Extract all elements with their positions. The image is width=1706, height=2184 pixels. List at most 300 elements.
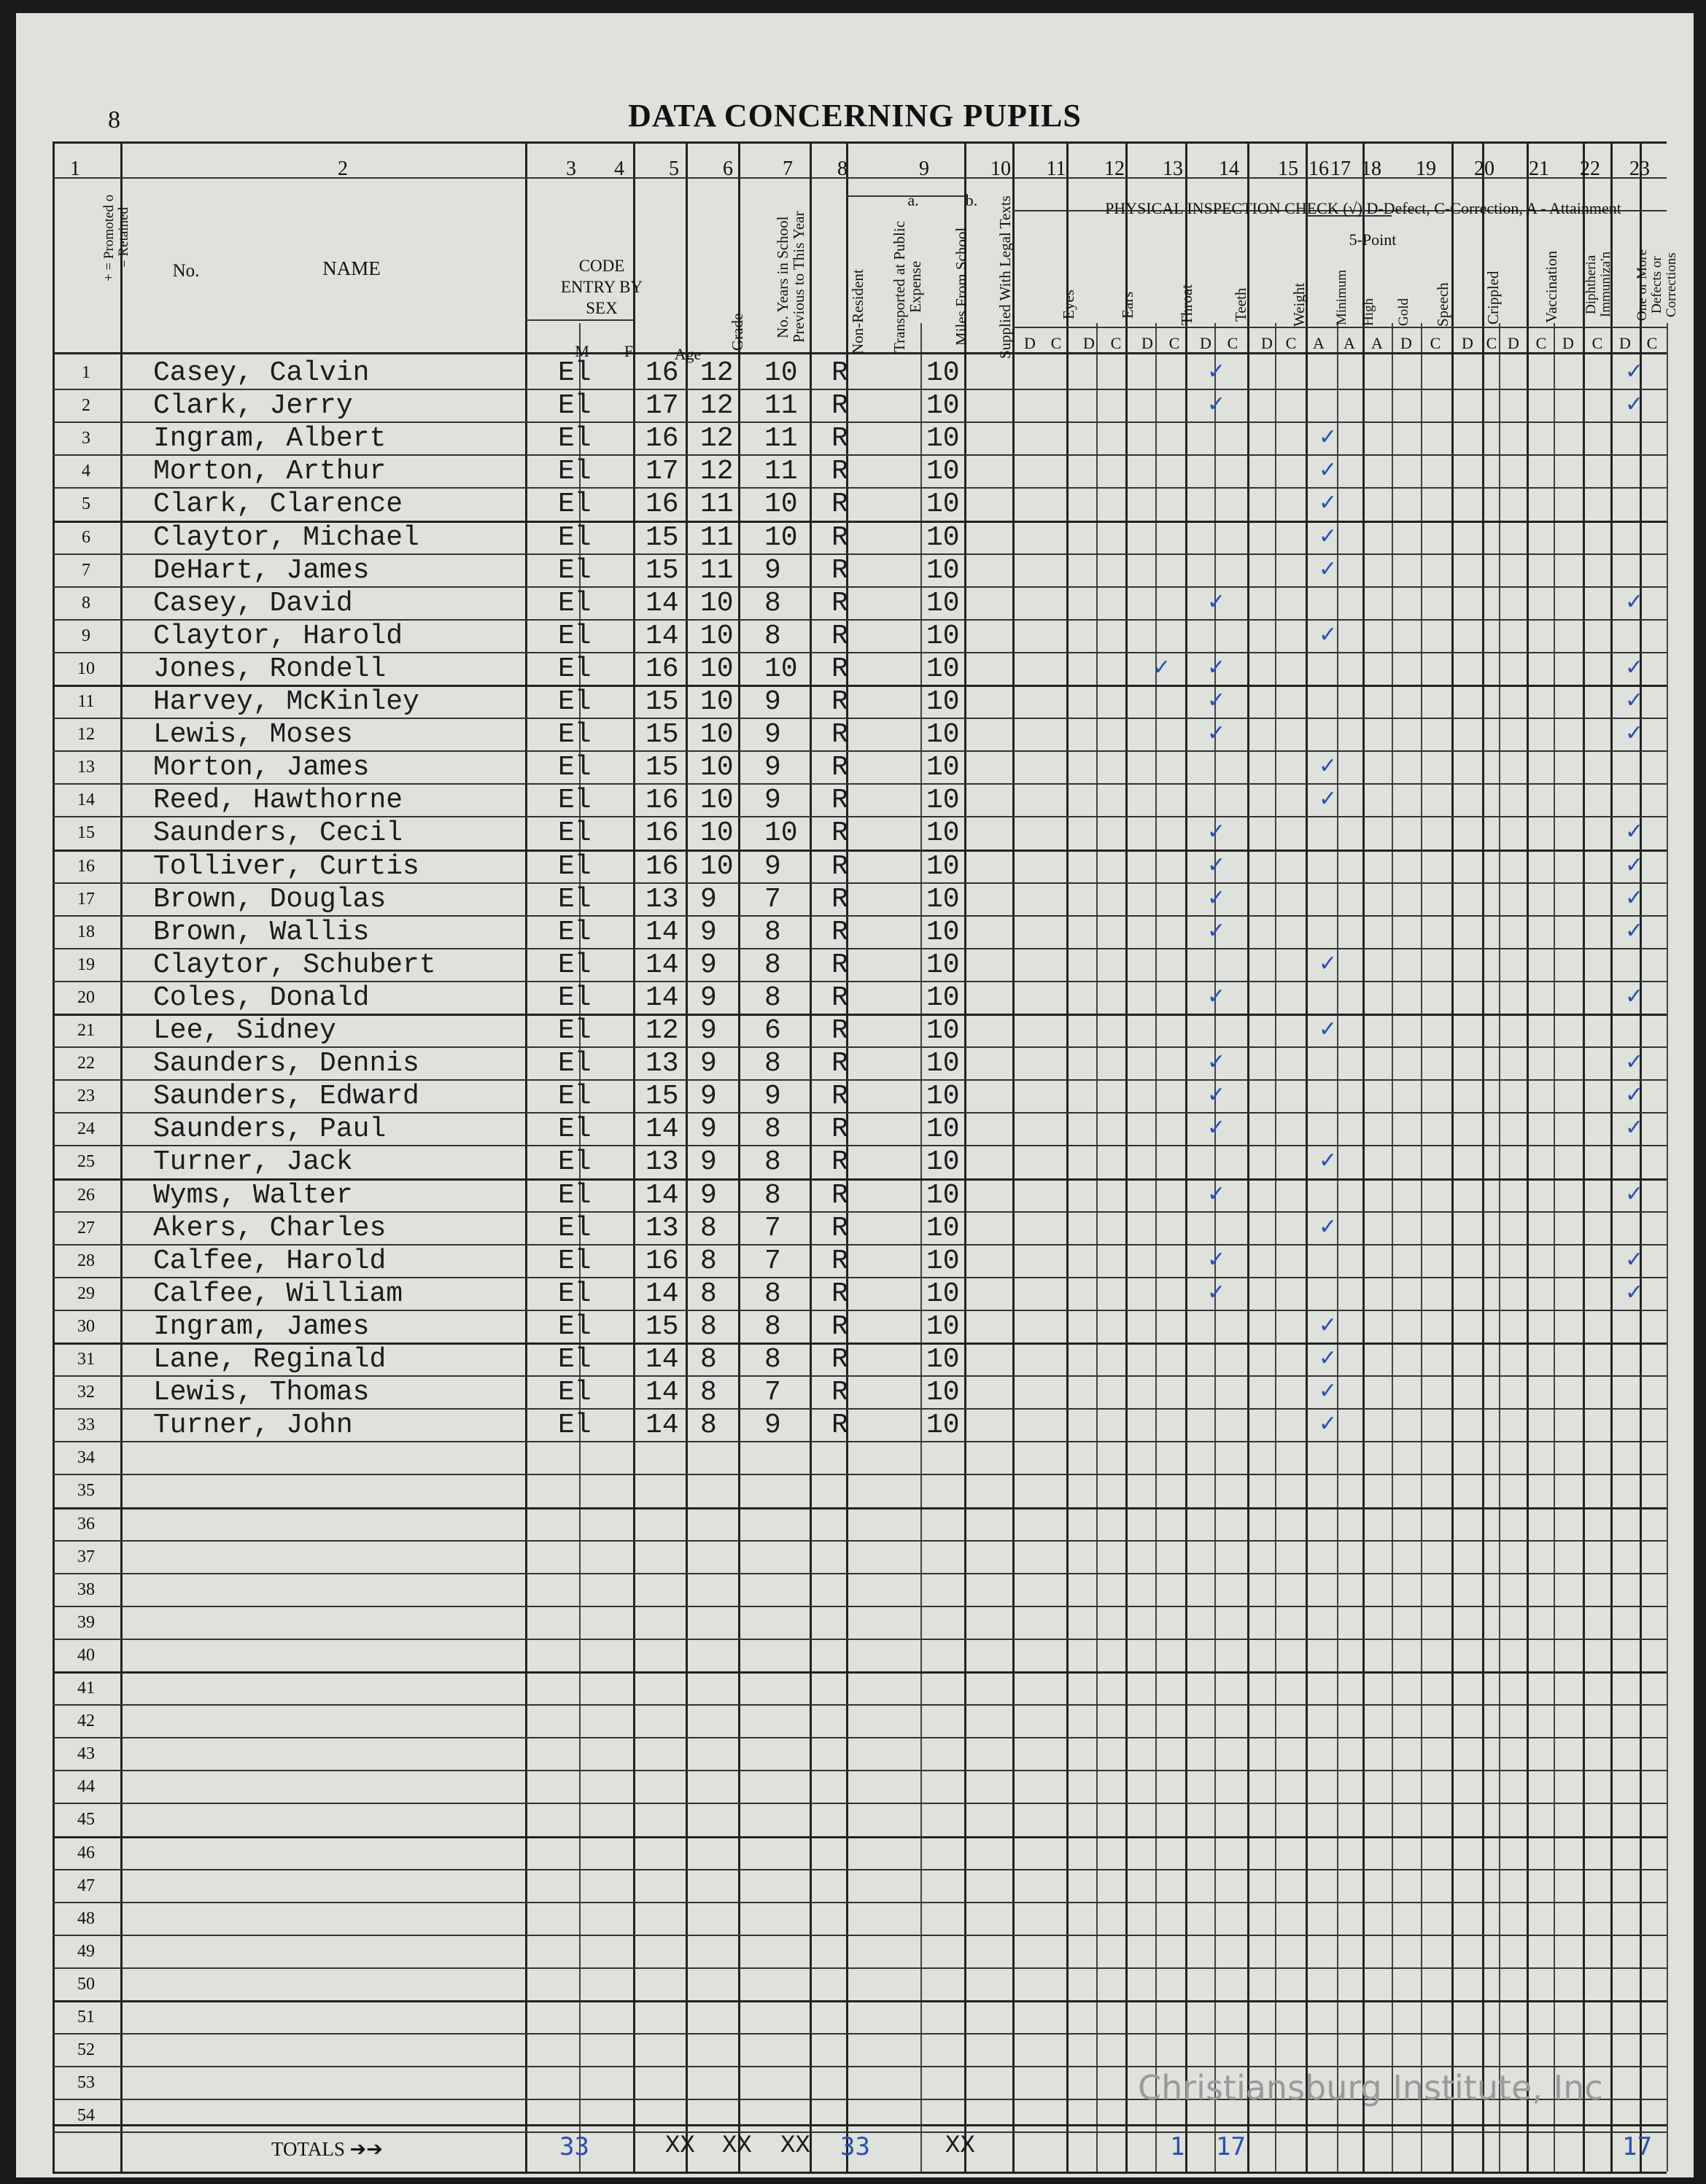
- teeth-check: ✓: [1207, 720, 1226, 746]
- row-number: 48: [77, 1909, 95, 1928]
- non-resident: R: [831, 817, 848, 849]
- age: 13: [645, 1213, 679, 1244]
- non-resident: R: [831, 522, 848, 553]
- grade: 8: [700, 1213, 717, 1244]
- throat-check: ✓: [1152, 655, 1171, 680]
- grade: 12: [700, 357, 734, 389]
- defects-check: ✓: [1625, 885, 1644, 911]
- grid-horizontal-line: [53, 141, 1667, 144]
- code-entry: El: [558, 884, 592, 915]
- pupil-name: Calfee, William: [153, 1278, 403, 1310]
- non-resident: R: [831, 917, 848, 948]
- minimum-check: ✓: [1319, 424, 1338, 450]
- grade: 11: [700, 489, 734, 520]
- dc-label: D: [1141, 334, 1153, 352]
- miles: 10: [926, 719, 960, 750]
- row-number: 28: [77, 1251, 95, 1270]
- grid-horizontal-line: [53, 2033, 1667, 2035]
- pupil-name: Clark, Jerry: [153, 390, 353, 421]
- grid-vertical-line: [1421, 323, 1422, 2172]
- years-in-school: 11: [764, 456, 798, 487]
- dc-label: D: [1400, 334, 1412, 352]
- non-resident: R: [831, 1146, 848, 1178]
- row-number: 21: [77, 1021, 95, 1040]
- grid-vertical-line: [1451, 141, 1454, 2172]
- miles: 10: [926, 851, 960, 882]
- page-number: 8: [108, 106, 120, 133]
- pupil-name: Brown, Douglas: [153, 884, 387, 915]
- totals-nonresident: 33: [840, 2132, 870, 2161]
- non-resident: R: [831, 456, 848, 487]
- grid-horizontal-line: [53, 1869, 1667, 1870]
- minimum-check: ✓: [1319, 753, 1338, 779]
- teeth-header: Teeth: [1232, 287, 1249, 322]
- pupil-name: Reed, Hawthorne: [153, 785, 403, 816]
- row-number: 19: [77, 955, 95, 974]
- age: 14: [645, 1410, 679, 1441]
- row-number: 39: [77, 1613, 95, 1632]
- miles: 10: [926, 1213, 960, 1244]
- row-number: 15: [77, 823, 95, 842]
- row-number: 34: [77, 1448, 95, 1467]
- years-in-school: 8: [764, 982, 781, 1014]
- code-entry: El: [558, 785, 592, 816]
- grid-vertical-line: [1275, 323, 1276, 2172]
- row-number: 13: [77, 758, 95, 777]
- miles: 10: [926, 1311, 960, 1342]
- years-in-school: 7: [764, 1213, 781, 1244]
- female-header: F: [624, 342, 634, 360]
- totals-miles: XX: [945, 2132, 975, 2160]
- minimum-check: ✓: [1319, 622, 1338, 648]
- age: 16: [645, 357, 679, 389]
- age: 14: [645, 1114, 679, 1145]
- row-number: 35: [77, 1481, 95, 1500]
- miles: 10: [926, 653, 960, 685]
- age: 16: [645, 1245, 679, 1277]
- non-resident: R: [831, 719, 848, 750]
- pupil-name: Brown, Wallis: [153, 917, 370, 948]
- row-number: 37: [77, 1547, 95, 1566]
- pupil-name: Clark, Clarence: [153, 489, 403, 520]
- totals-years: XX: [780, 2132, 810, 2160]
- defects-check: ✓: [1625, 1049, 1644, 1075]
- teeth-check: ✓: [1207, 984, 1226, 1009]
- grade: 12: [700, 423, 734, 454]
- miles: 10: [926, 686, 960, 718]
- non-resident: R: [831, 1245, 848, 1277]
- code-entry: El: [558, 1114, 592, 1145]
- totals-code: 33: [559, 2132, 589, 2161]
- physical-inspection-header: PHYSICAL INSPECTION CHECK (√) D-Defect, C-Correction, A - Attainment: [1105, 199, 1621, 217]
- minimum-check: ✓: [1319, 457, 1338, 483]
- age: 16: [645, 423, 679, 454]
- totals-grade: XX: [722, 2132, 752, 2160]
- column-number: 5: [669, 158, 679, 180]
- diphtheria-header: Diphtheria Immuniza'n: [1583, 252, 1613, 318]
- row-number: 52: [77, 2040, 95, 2059]
- grade: 9: [700, 1146, 717, 1178]
- row-number: 11: [77, 692, 95, 711]
- miles: 10: [926, 522, 960, 553]
- years-in-school: 7: [764, 1377, 781, 1408]
- dc-label: C: [1646, 334, 1658, 352]
- pupil-name: Saunders, Dennis: [153, 1048, 419, 1079]
- weight-header: Weight: [1290, 282, 1308, 327]
- high-header: High: [1361, 298, 1376, 326]
- row-number: 41: [77, 1679, 95, 1698]
- grid-vertical-line: [1185, 141, 1187, 2172]
- row-number: 22: [77, 1054, 95, 1073]
- pupil-name: Tolliver, Curtis: [153, 851, 419, 882]
- years-in-school: 11: [764, 423, 798, 454]
- pupil-name: Claytor, Harold: [153, 621, 403, 652]
- grid-horizontal-line: [53, 1704, 1667, 1706]
- grade: 10: [700, 686, 734, 718]
- row-number: 36: [77, 1515, 95, 1534]
- age: 15: [645, 555, 679, 586]
- row-number: 50: [77, 1975, 95, 1994]
- code-entry: El: [558, 390, 592, 421]
- dc-label: D: [1024, 334, 1036, 352]
- row-number: 47: [77, 1876, 95, 1895]
- grid-horizontal-line: [53, 1935, 1667, 1936]
- column-number: 1: [70, 158, 80, 180]
- code-entry: El: [558, 1213, 592, 1244]
- column-number: 4: [614, 158, 624, 180]
- defects-check: ✓: [1625, 1181, 1644, 1207]
- grid-vertical-line: [738, 141, 740, 2172]
- minimum-check: ✓: [1319, 1214, 1338, 1240]
- grid-horizontal-line: [53, 1507, 1667, 1509]
- defects-check: ✓: [1625, 984, 1644, 1009]
- teeth-check: ✓: [1207, 885, 1226, 911]
- code-entry: El: [558, 982, 592, 1014]
- years-in-school: 8: [764, 1180, 781, 1211]
- miles: 10: [926, 817, 960, 849]
- non-resident: R: [831, 752, 848, 783]
- pupil-name: Lewis, Thomas: [153, 1377, 370, 1408]
- crippled-header: Crippled: [1484, 271, 1502, 325]
- minimum-check: ✓: [1319, 556, 1338, 582]
- non-resident: R: [831, 588, 848, 619]
- non-resident: R: [831, 555, 848, 586]
- minimum-check: ✓: [1319, 490, 1338, 516]
- years-in-school: 8: [764, 621, 781, 652]
- column-number: 14: [1219, 158, 1239, 180]
- row-number: 17: [77, 890, 95, 909]
- non-resident: R: [831, 357, 848, 389]
- row-number: 14: [77, 790, 95, 809]
- age: 15: [645, 752, 679, 783]
- speech-header: Speech: [1434, 282, 1451, 327]
- grade: 9: [700, 982, 717, 1014]
- code-entry: El: [558, 1146, 592, 1178]
- row-number: 23: [77, 1087, 95, 1105]
- legal-texts-header: Supplied With Legal Texts: [996, 195, 1014, 360]
- years-in-school: 8: [764, 1344, 781, 1375]
- dc-label: D: [1200, 334, 1211, 352]
- dc-label: C: [1285, 334, 1297, 352]
- miles: 10: [926, 1245, 960, 1277]
- row-number: 32: [77, 1383, 95, 1402]
- column-number: 3: [566, 158, 576, 180]
- row-number: 44: [77, 1777, 95, 1796]
- years-in-school: 8: [764, 1278, 781, 1310]
- miles: 10: [926, 423, 960, 454]
- non-resident: R: [831, 1278, 848, 1310]
- pupil-name: Morton, Arthur: [153, 456, 387, 487]
- teeth-check: ✓: [1207, 359, 1226, 384]
- grade: 8: [700, 1245, 717, 1277]
- non-resident: R: [831, 1048, 848, 1079]
- grade: 8: [700, 1278, 717, 1310]
- grade: 11: [700, 555, 734, 586]
- row-number: 38: [77, 1580, 95, 1599]
- column-number: 7: [783, 158, 793, 180]
- grid-vertical-line: [1066, 141, 1069, 2172]
- age: 15: [645, 522, 679, 553]
- grid-vertical-line: [1499, 323, 1500, 2172]
- years-in-school: 9: [764, 1081, 781, 1112]
- code-entry: El: [558, 423, 592, 454]
- teeth-check: ✓: [1207, 392, 1226, 417]
- defects-check: ✓: [1625, 852, 1644, 878]
- row-number: 12: [77, 725, 95, 744]
- years-in-school: 10: [764, 489, 798, 520]
- grid-horizontal-line: [53, 2000, 1667, 2002]
- code-entry: El: [558, 456, 592, 487]
- minimum-check: ✓: [1319, 1148, 1338, 1173]
- age: 14: [645, 917, 679, 948]
- row-number: 27: [77, 1219, 95, 1237]
- dc-label: D: [1462, 334, 1473, 352]
- years-in-school: 8: [764, 588, 781, 619]
- age: 14: [645, 949, 679, 981]
- non-resident: R: [831, 1344, 848, 1375]
- grade: 8: [700, 1311, 717, 1342]
- grid-vertical-line: [1527, 141, 1529, 2172]
- row-number: 33: [77, 1415, 95, 1434]
- grade: 9: [700, 1048, 717, 1079]
- code-entry: El: [558, 1180, 592, 1211]
- throat-header: Throat: [1178, 284, 1195, 325]
- code-entry: El: [558, 522, 592, 553]
- grid-horizontal-line: [53, 1606, 1667, 1607]
- grade: 10: [700, 719, 734, 750]
- grid-horizontal-line: [53, 1671, 1667, 1674]
- defects-check: ✓: [1625, 819, 1644, 844]
- non-resident: R: [831, 785, 848, 816]
- dc-label: C: [1591, 334, 1603, 352]
- miles: 10: [926, 949, 960, 981]
- grid-vertical-line: [686, 141, 688, 2172]
- miles: 10: [926, 1278, 960, 1310]
- age: 13: [645, 884, 679, 915]
- age: 15: [645, 1311, 679, 1342]
- non-resident: R: [831, 949, 848, 981]
- miles: 10: [926, 621, 960, 652]
- miles: 10: [926, 1048, 960, 1079]
- years-in-school: 8: [764, 949, 781, 981]
- pupil-name: DeHart, James: [153, 555, 370, 586]
- miles: 10: [926, 1015, 960, 1046]
- grid-vertical-line: [1362, 141, 1365, 2172]
- dc-label: D: [1508, 334, 1519, 352]
- dc-label: D: [1619, 334, 1631, 352]
- dc-label: C: [1110, 334, 1122, 352]
- grade: 9: [700, 1081, 717, 1112]
- grade-header: Grade: [729, 313, 746, 351]
- pupil-name: Claytor, Schubert: [153, 949, 436, 981]
- row-number: 10: [77, 659, 95, 678]
- grade: 9: [700, 1114, 717, 1145]
- row-number: 45: [77, 1810, 95, 1829]
- defects-check: ✓: [1625, 655, 1644, 680]
- grid-horizontal-line: [53, 1474, 1667, 1475]
- defects-check: ✓: [1625, 359, 1644, 384]
- non-resident: R: [831, 653, 848, 685]
- dc-label: C: [1050, 334, 1062, 352]
- row-number: 49: [77, 1942, 95, 1961]
- grid-horizontal-line: [525, 319, 633, 321]
- grid-horizontal-line: [53, 1737, 1667, 1738]
- miles: 10: [926, 555, 960, 586]
- grade: 9: [700, 949, 717, 981]
- eyes-header: Eyes: [1060, 289, 1077, 320]
- defects-check: ✓: [1625, 688, 1644, 713]
- years-in-school: 8: [764, 917, 781, 948]
- years-in-school: 10: [764, 522, 798, 553]
- miles: 10: [926, 1344, 960, 1375]
- code-entry: El: [558, 1278, 592, 1310]
- grid-vertical-line: [964, 141, 966, 2172]
- years-in-school: 8: [764, 1146, 781, 1178]
- column-number: 19: [1416, 158, 1436, 180]
- row-number: 5: [82, 494, 90, 513]
- column-number: 13: [1163, 158, 1183, 180]
- pupil-name: Saunders, Edward: [153, 1081, 419, 1112]
- grid-horizontal-line: [53, 1573, 1667, 1574]
- grid-horizontal-line: [53, 1967, 1667, 1969]
- non-resident-header: Non-Resident: [849, 269, 866, 355]
- years-in-school: 6: [764, 1015, 781, 1046]
- grid-vertical-line: [1306, 141, 1308, 2172]
- code-entry: El: [558, 1048, 592, 1079]
- five-point-header: 5-Point: [1349, 230, 1397, 249]
- col9a-header: a.: [907, 191, 919, 209]
- age: 13: [645, 1146, 679, 1178]
- defects-check: ✓: [1625, 1082, 1644, 1108]
- teeth-check: ✓: [1207, 1181, 1226, 1207]
- miles: 10: [926, 1146, 960, 1178]
- grade: 8: [700, 1377, 717, 1408]
- miles: 10: [926, 588, 960, 619]
- pupil-name: Ingram, Albert: [153, 423, 387, 454]
- row-number: 30: [77, 1317, 95, 1336]
- teeth-check: ✓: [1207, 1115, 1226, 1140]
- grid-horizontal-line: [53, 2172, 1667, 2174]
- miles: 10: [926, 357, 960, 389]
- grid-vertical-line: [1392, 323, 1393, 2172]
- years-in-school: 9: [764, 686, 781, 718]
- years-in-school: 7: [764, 884, 781, 915]
- pupil-name: Turner, John: [153, 1410, 353, 1441]
- age: 14: [645, 588, 679, 619]
- code-entry: El: [558, 621, 592, 652]
- teeth-check: ✓: [1207, 819, 1226, 844]
- miles: 10: [926, 884, 960, 915]
- years-in-school: 9: [764, 752, 781, 783]
- code-entry-header: CODE ENTRY BY SEX: [560, 257, 643, 317]
- column-number: 2: [338, 158, 348, 180]
- code-entry: El: [558, 653, 592, 685]
- code-entry: El: [558, 555, 592, 586]
- code-entry: El: [558, 1081, 592, 1112]
- column-number: 22: [1580, 158, 1600, 180]
- row-number: 4: [82, 462, 90, 481]
- pupil-name: Coles, Donald: [153, 982, 370, 1014]
- years-in-school: 9: [764, 785, 781, 816]
- code-entry: El: [558, 752, 592, 783]
- pupil-name: Casey, David: [153, 588, 353, 619]
- pupil-name: Morton, James: [153, 752, 370, 783]
- column-number: 8: [837, 158, 848, 180]
- code-entry: El: [558, 489, 592, 520]
- dc-label: C: [1430, 334, 1441, 352]
- code-entry: El: [558, 357, 592, 389]
- code-entry: El: [558, 917, 592, 948]
- grid-vertical-line: [920, 323, 922, 2172]
- grid-horizontal-line: [53, 1770, 1667, 1771]
- grade: 12: [700, 456, 734, 487]
- miles: 10: [926, 785, 960, 816]
- miles-header: Miles From School: [953, 227, 970, 346]
- totals-throat: 1: [1170, 2132, 1185, 2161]
- non-resident: R: [831, 1180, 848, 1211]
- grid-horizontal-line: [53, 1836, 1667, 1838]
- row-number: 3: [82, 429, 90, 448]
- non-resident: R: [831, 1311, 848, 1342]
- gold-header: Gold: [1396, 298, 1411, 326]
- dc-label: A: [1313, 334, 1325, 352]
- minimum-check: ✓: [1319, 1313, 1338, 1338]
- years-in-school: 8: [764, 1048, 781, 1079]
- non-resident: R: [831, 982, 848, 1014]
- male-header: M: [575, 342, 589, 360]
- minimum-header: Minimum: [1334, 270, 1349, 326]
- code-entry: El: [558, 588, 592, 619]
- years-in-school: 8: [764, 1311, 781, 1342]
- minimum-check: ✓: [1319, 786, 1338, 812]
- non-resident: R: [831, 390, 848, 421]
- pupil-name: Lane, Reginald: [153, 1344, 387, 1375]
- row-number: 46: [77, 1843, 95, 1862]
- minimum-check: ✓: [1319, 524, 1338, 549]
- age: 16: [645, 817, 679, 849]
- col9b-header: b.: [965, 191, 978, 209]
- miles: 10: [926, 489, 960, 520]
- teeth-check: ✓: [1207, 655, 1226, 680]
- code-entry: El: [558, 1311, 592, 1342]
- column-number: 21: [1529, 158, 1549, 180]
- age: 14: [645, 621, 679, 652]
- grid-vertical-line: [120, 141, 123, 2172]
- totals-age: XX: [665, 2132, 695, 2160]
- pupil-name: Casey, Calvin: [153, 357, 370, 389]
- teeth-check: ✓: [1207, 1049, 1226, 1075]
- non-resident: R: [831, 884, 848, 915]
